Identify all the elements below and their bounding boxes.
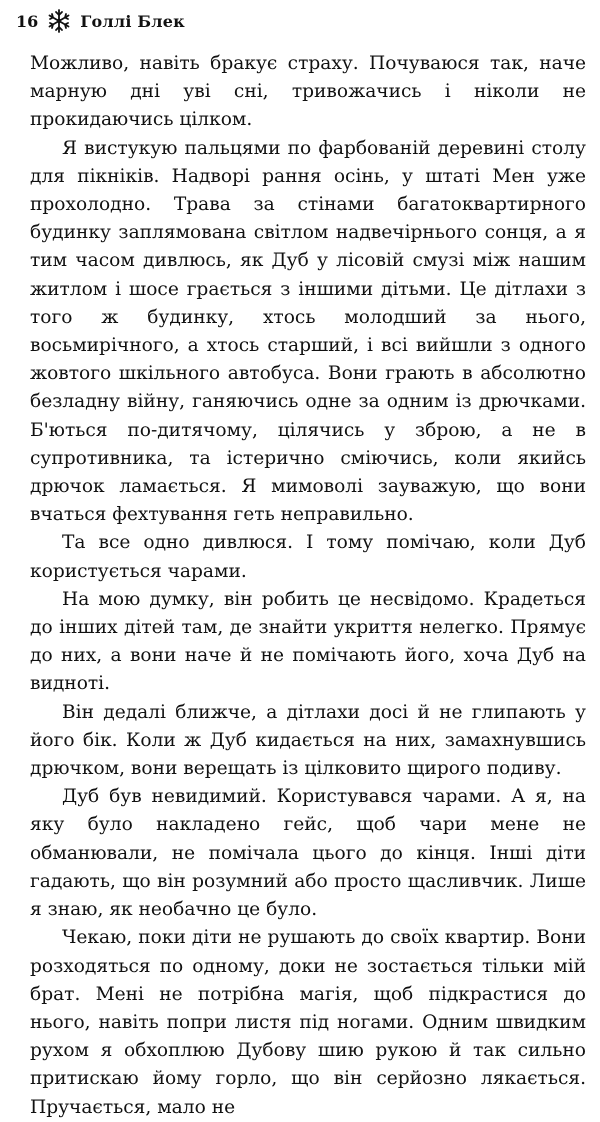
paragraph: Я вистукую пальцями по фарбованій деревині столу для пікніків. Надворі рання осінь, у штаті Мен уже прохолодно. Трава за стінами багатоквартирного будинку заплямована світлом надвечірнього сонця, а я тим часом дивлюсь, як Дуб у лісовій смузі між нашим житлом і шосе грається з іншими дітьми. Це дітлахи з того ж будинку, хтось молодший за нього, восьмирічного, а хтось старший, і всі вийшли з одного жовтого шкільного автобуса. Вони грають в абсолютно безладну війну, ганяючись одне за одним із дрючками. Б'ються по-дитячому, цілячись у зброю, а не в супротивника, та істерично сміючись, коли якийсь дрючок ламається. Я мимоволі зауважую, що вони вчаться фехтування геть неправильно. (30, 137, 586, 526)
paragraph: Дуб був невидимий. Користувався чарами. А я, на яку було накладено гейс, щоб чари мене не обманювали, не помічала цього до кінця. Інші діти гадають, що він розумний або просто щасливчик. Лише я знаю, як необачно це було. (30, 786, 586, 921)
running-title: Голлі Блек (80, 11, 185, 31)
paragraph: Чекаю, поки діти не рушають до своїх квартир. Вони розходяться по одному, доки не зостається тільки мій брат. Мені не потрібна магія, щоб підкрастися до нього, навіть попри листя під ногами. Одним швидким рухом я обхоплюю Дубову шию рукою й так сильно притискаю йому горло, що він серйозно лякається. Пручається, мало не (30, 927, 586, 1118)
page-header (16, 6, 185, 36)
paragraph: Він дедалі ближче, а дітлахи досі й не глипають у його бік. Коли ж Дуб кидається на них, замахнувшись дрючком, вони верещать із цілковито щирого подиву. (30, 701, 586, 780)
page-number: 16 (16, 11, 39, 31)
snowflake-icon (46, 8, 72, 34)
paragraph: На мою думку, він робить це несвідомо. Крадеться до інших дітей там, де знайти укриття нелегко. Прямує до них, а вони наче й не помічають його, хоча Дуб на видноті. (30, 588, 586, 695)
paragraph: Та все одно дивлюся. І тому помічаю, коли Дуб користується чарами. (30, 532, 586, 582)
page-body (30, 50, 586, 1122)
paragraph: Можливо, навіть бракує страху. Почуваюся так, наче марную дні уві сні, тривожачись і ніколи не прокидаючись цілком. (30, 53, 586, 131)
